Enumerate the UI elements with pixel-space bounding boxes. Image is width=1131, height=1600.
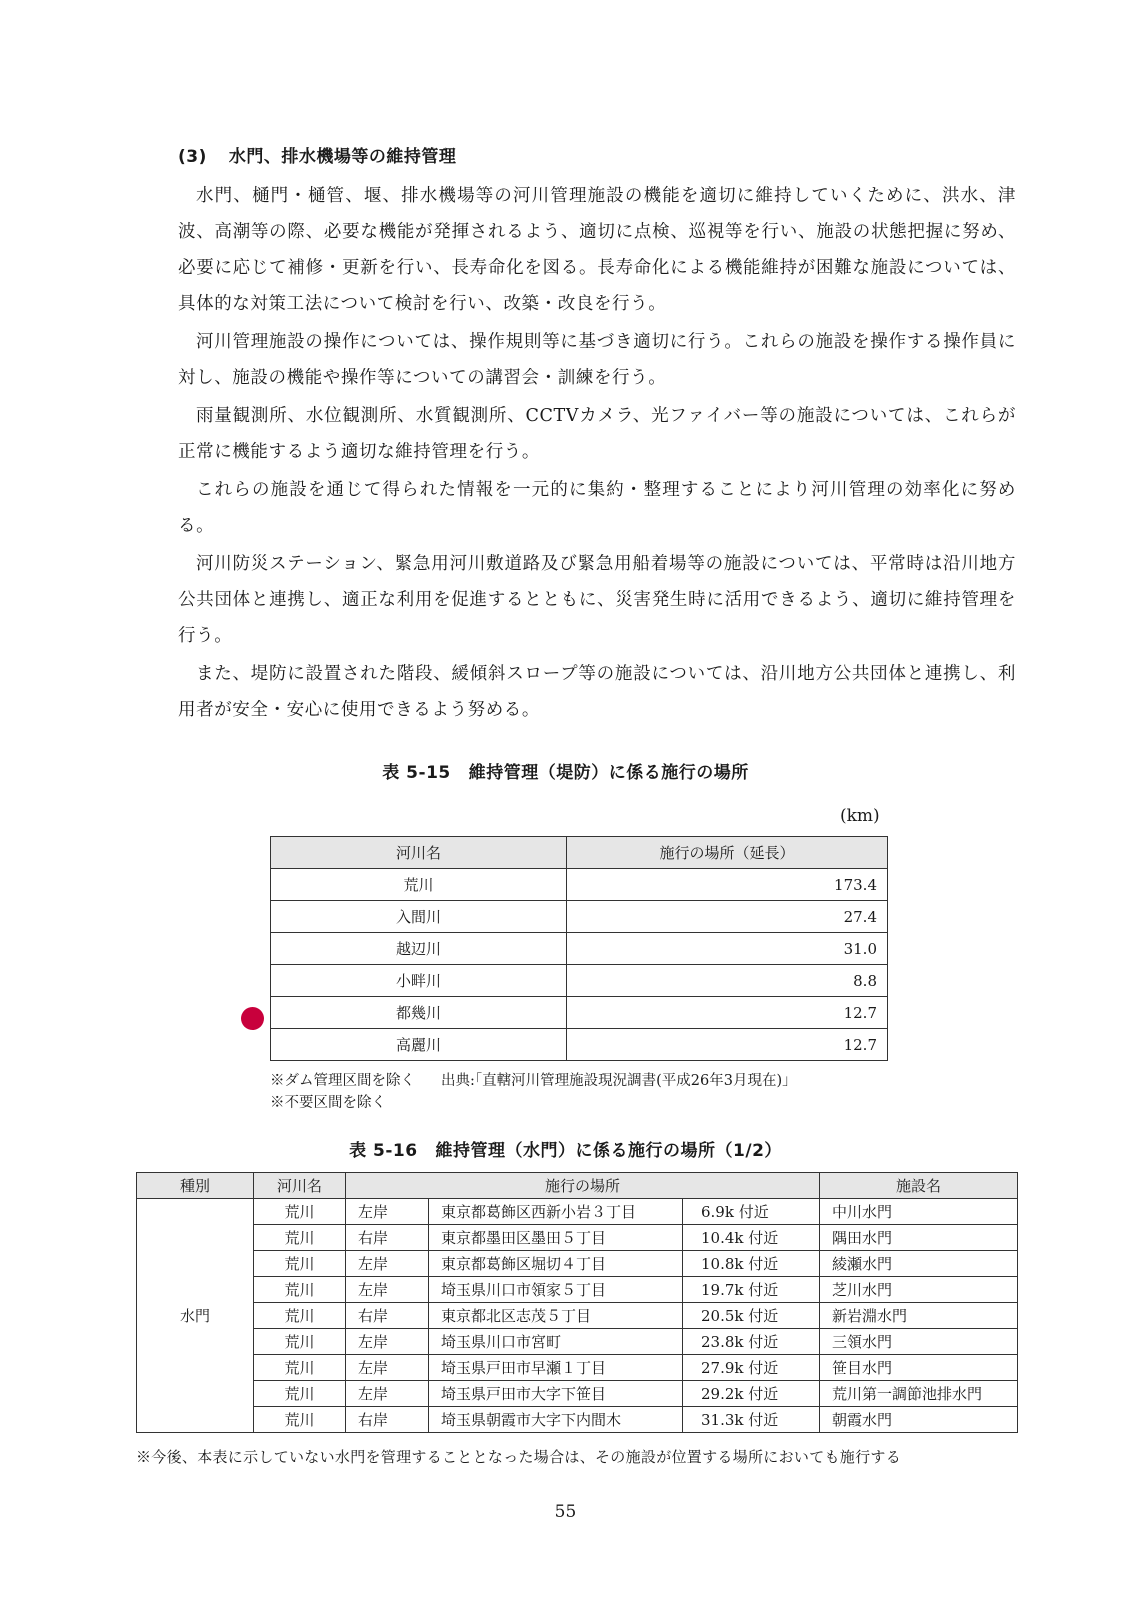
distance-cell: 10.8k 付近 [683, 1251, 820, 1277]
distance-cell: 31.3k 付近 [683, 1407, 820, 1433]
table-row [137, 1381, 1018, 1407]
distance-cell: 27.9k 付近 [683, 1355, 820, 1381]
page-number: 55 [554, 1502, 577, 1522]
address-cell: 埼玉県戸田市大字下笹目 [429, 1381, 683, 1407]
column-header: 河川名 [271, 837, 567, 869]
facility-cell: 新岩淵水門 [820, 1303, 1018, 1329]
facility-cell: 笹目水門 [820, 1355, 1018, 1381]
table-row [271, 901, 888, 933]
type-cell: 水門 [137, 1199, 254, 1433]
paragraph: 河川防災ステーション、緊急用河川敷道路及び緊急用船着場等の施設については、平常時は沿川地方公共団体と連携し、適正な利用を促進するとともに、災害発生時に活用できるよう、適切に維持管理を行う。 [178, 554, 1016, 646]
table15-number: 表 5-15 [382, 763, 451, 783]
table-row [137, 1407, 1018, 1433]
river-cell: 荒川 [254, 1355, 346, 1381]
river-cell: 荒川 [254, 1303, 346, 1329]
address-cell: 東京都北区志茂５丁目 [429, 1303, 683, 1329]
address-cell: 埼玉県朝霞市大字下内間木 [429, 1407, 683, 1433]
river-cell: 荒川 [271, 869, 567, 901]
river-cell: 荒川 [254, 1225, 346, 1251]
facility-cell: 隅田水門 [820, 1225, 1018, 1251]
table-row [271, 997, 888, 1029]
facility-cell: 三領水門 [820, 1329, 1018, 1355]
table-row [137, 1199, 1018, 1225]
address-cell: 東京都葛飾区堀切４丁目 [429, 1251, 683, 1277]
table15-notes [270, 1070, 789, 1114]
section-number: (3) [178, 147, 207, 167]
facility-cell: 朝霞水門 [820, 1407, 1018, 1433]
section-heading [178, 142, 456, 167]
address-cell: 埼玉県戸田市早瀬１丁目 [429, 1355, 683, 1381]
table-row [137, 1303, 1018, 1329]
table-row [271, 933, 888, 965]
paragraph: また、堤防に設置された階段、緩傾斜スロープ等の施設については、沿川地方公共団体と連携し、利用者が安全・安心に使用できるよう努める。 [178, 664, 1016, 720]
distance-cell: 20.5k 付近 [683, 1303, 820, 1329]
table-row [137, 1251, 1018, 1277]
length-cell: 27.4 [567, 901, 888, 933]
length-cell: 12.7 [567, 997, 888, 1029]
facility-cell: 中川水門 [820, 1199, 1018, 1225]
body-text [178, 178, 1016, 730]
address-cell: 東京都墨田区墨田５丁目 [429, 1225, 683, 1251]
distance-cell: 29.2k 付近 [683, 1381, 820, 1407]
table-row [137, 1277, 1018, 1303]
distance-cell: 19.7k 付近 [683, 1277, 820, 1303]
distance-cell: 10.4k 付近 [683, 1225, 820, 1251]
bank-cell: 右岸 [346, 1225, 429, 1251]
distance-cell: 23.8k 付近 [683, 1329, 820, 1355]
facility-cell: 荒川第一調節池排水門 [820, 1381, 1018, 1407]
bank-cell: 右岸 [346, 1303, 429, 1329]
length-cell: 31.0 [567, 933, 888, 965]
paragraph: 河川管理施設の操作については、操作規則等に基づき適切に行う。これらの施設を操作する操作員に対し、施設の機能や操作等についての講習会・訓練を行う。 [178, 332, 1016, 388]
length-cell: 12.7 [567, 1029, 888, 1061]
address-cell: 東京都葛飾区西新小岩３丁目 [429, 1199, 683, 1225]
red-dot-marker [241, 1007, 264, 1030]
table-header-row [137, 1173, 1018, 1199]
river-cell: 荒川 [254, 1277, 346, 1303]
table-row [271, 1029, 888, 1061]
table15-note-dam: ※ダム管理区間を除く [270, 1073, 415, 1089]
river-cell: 荒川 [254, 1381, 346, 1407]
river-cell: 入間川 [271, 901, 567, 933]
river-cell: 荒川 [254, 1329, 346, 1355]
river-cell: 越辺川 [271, 933, 567, 965]
length-cell: 173.4 [567, 869, 888, 901]
table-header-row [271, 837, 888, 869]
river-cell: 荒川 [254, 1407, 346, 1433]
table15-source: 出典:｢直轄河川管理施設現況調書(平成26年3月現在)｣ [441, 1073, 790, 1089]
river-cell: 小畔川 [271, 965, 567, 997]
column-header: 種別 [137, 1173, 254, 1199]
bank-cell: 左岸 [346, 1277, 429, 1303]
table16-note: ※今後、本表に示していない水門を管理することとなった場合は、その施設が位置する場所においても施行する [136, 1448, 902, 1466]
table-row [137, 1329, 1018, 1355]
bank-cell: 左岸 [346, 1381, 429, 1407]
table15-unit: (km) [840, 806, 880, 826]
column-header: 施行の場所 [346, 1173, 820, 1199]
table-row [271, 869, 888, 901]
table15-title [0, 758, 1131, 783]
table15 [270, 836, 888, 1061]
table-row [137, 1355, 1018, 1381]
address-cell: 埼玉県川口市領家５丁目 [429, 1277, 683, 1303]
facility-cell: 芝川水門 [820, 1277, 1018, 1303]
river-cell: 荒川 [254, 1251, 346, 1277]
facility-cell: 綾瀬水門 [820, 1251, 1018, 1277]
table16-number: 表 5-16 [349, 1141, 418, 1161]
distance-cell: 6.9k 付近 [683, 1199, 820, 1225]
bank-cell: 左岸 [346, 1329, 429, 1355]
bank-cell: 左岸 [346, 1251, 429, 1277]
river-cell: 高麗川 [271, 1029, 567, 1061]
bank-cell: 左岸 [346, 1199, 429, 1225]
paragraph: 水門、樋門・樋管、堰、排水機場等の河川管理施設の機能を適切に維持していくために、洪水、津波、高潮等の際、必要な機能が発揮されるよう、適切に点検、巡視等を行い、施設の状態把握に努め、必要に応じて補修・更新を行い、長寿命化を図る。長寿命化による機能維持が困難な施設については、具体的な対策工法について検討を行い、改築・改良を行う。 [178, 186, 1016, 314]
table16-title [0, 1136, 1131, 1161]
table16-title-text: 維持管理（水門）に係る施行の場所（1/2） [435, 1141, 782, 1161]
bank-cell: 左岸 [346, 1355, 429, 1381]
table-row [137, 1225, 1018, 1251]
river-cell: 都幾川 [271, 997, 567, 1029]
length-cell: 8.8 [567, 965, 888, 997]
address-cell: 埼玉県川口市宮町 [429, 1329, 683, 1355]
column-header: 施行の場所（延長） [567, 837, 888, 869]
column-header: 河川名 [254, 1173, 346, 1199]
table16 [136, 1172, 1018, 1433]
table15-note-unneeded: ※不要区間を除く [270, 1095, 386, 1111]
section-title: 水門、排水機場等の維持管理 [228, 147, 457, 167]
bank-cell: 右岸 [346, 1407, 429, 1433]
paragraph: 雨量観測所、水位観測所、水質観測所、CCTVカメラ、光ファイバー等の施設については、これらが正常に機能するよう適切な維持管理を行う。 [178, 406, 1016, 462]
column-header: 施設名 [820, 1173, 1018, 1199]
paragraph: これらの施設を通じて得られた情報を一元的に集約・整理することにより河川管理の効率化に努める。 [178, 480, 1016, 536]
table-row [271, 965, 888, 997]
river-cell: 荒川 [254, 1199, 346, 1225]
table15-title-text: 維持管理（堤防）に係る施行の場所 [468, 763, 749, 783]
